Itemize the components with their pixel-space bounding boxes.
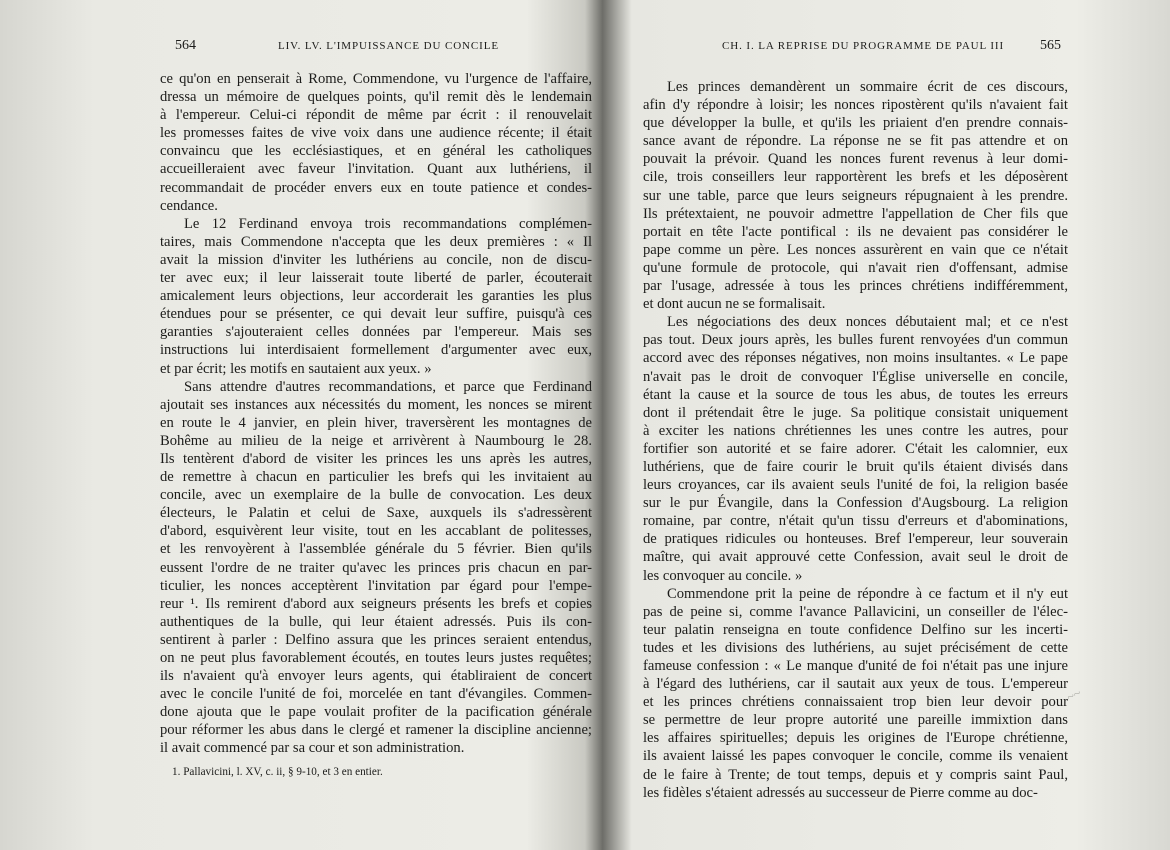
text-line: n'avait pas le droit de convoquer l'Église universelle en concile, <box>643 368 1068 385</box>
text-line: recommandait de procéder envers eux en toute patience et condes- <box>160 179 592 196</box>
text-line: Bohême au milieu de la neige et arrivèrent à Naumbourg le 28. <box>160 432 592 449</box>
text-line: cile, trois conseillers leur rapportèrent les brefs et les déposèrent <box>643 169 1068 186</box>
text-line: pouvait la prévoir. Quand les nonces furent revenus à leur domi- <box>643 151 1068 168</box>
text-line: accord avec des réponses négatives, non moins insultantes. « Le pape <box>643 350 1068 367</box>
text-line: fortifier son autorité et se faire adorer. C'était les calomnier, eux <box>643 440 1068 457</box>
text-line: ticulier, les nonces acceptèrent l'invitation par égard pour l'empe- <box>160 577 592 594</box>
text-line: leurs croyances, car ils avaient seuls l'unité de foi, la religion basée <box>643 477 1068 494</box>
text-line: ter avec eux; il leur laisserait toute liberté de parler, écouterait <box>160 270 592 287</box>
text-line: de remettre à chacun en particulier les brefs qui les invitaient au <box>160 469 592 486</box>
text-line: ajoutait ses instances aux nécessités du moment, les nonces se mirent <box>160 396 592 413</box>
text-line: teur palatin renseigna en toute confidence Delfino sur les incerti- <box>643 621 1068 638</box>
text-line: dont il prétendait être le juge. Sa politique consistait uniquement <box>643 404 1068 421</box>
left-page-body <box>160 70 592 758</box>
text-line: ils avaient laissé les papes convoquer le concile, comme ils venaient <box>643 748 1068 765</box>
text-line: cendance. <box>160 197 218 214</box>
text-line: portait en tête l'acte pontifical : ils ne devaient pas considérer le <box>643 223 1068 240</box>
text-line: avait la mission d'inviter les luthériens au concile, non de discu- <box>160 251 592 268</box>
text-line: ce qu'on en penserait à Rome, Commendone, vu l'urgence de l'affaire, <box>160 71 592 87</box>
text-line: avec le concile l'unité de foi, morcelée en tant d'évangiles. Commen- <box>160 686 592 703</box>
text-line: de le faire à Trente; de tout temps, depuis et y compris saint Paul, <box>643 766 1068 783</box>
text-line: sentirent à parler : Delfino assura que les princes seraient entendus, <box>160 631 592 648</box>
text-line: se permettre de leur propre autorité une pareille immixtion dans <box>643 712 1068 729</box>
text-line: done ajouta que le pape voulait profiter de la pacification générale <box>160 704 592 721</box>
right-page <box>612 0 1170 850</box>
page-number-right: 565 <box>1040 38 1061 53</box>
running-head-right: CH. I. LA REPRISE DU PROGRAMME DE PAUL III <box>722 40 1005 52</box>
text-line: de pratiques ridicules ou honteuses. Bref l'empereur, leur souverain <box>643 531 1068 548</box>
text-line: étendues pour se présenter, ce qui devait leur suffire, puisqu'à ces <box>160 306 592 323</box>
text-line: à l'égard des luthériens, car il sautait aux yeux de tous. L'empereur <box>643 676 1068 693</box>
text-line: et dont aucun ne se formalisait. <box>643 296 826 313</box>
text-line: concile, avec un exemplaire de la bulle de convocation. Les deux <box>160 487 592 504</box>
text-line: Le 12 Ferdinand envoya trois recommandations complémen- <box>184 215 592 232</box>
text-line: authentiques de la bulle, qui leur étaient adressés. Puis ils con- <box>160 613 592 630</box>
text-line: les promesses faites de vive voix dans une audience récente; il était <box>160 125 592 142</box>
text-line: Sans attendre d'autres recommandations, et parce que Ferdinand <box>184 378 592 395</box>
text-line: Ils tentèrent d'abord de visiter les princes les uns après les autres, <box>160 450 592 467</box>
text-line: électeurs, le Palatin et celui de Saxe, auxquels ils s'adressèrent <box>160 505 592 522</box>
text-line: accueilleraient avec faveur l'invitation. Quant aux luthériens, il <box>160 161 592 178</box>
text-line: il avait commencé par sa cour et son administration. <box>160 740 465 757</box>
text-line: sance avant de répondre. La réponse ne se fit pas attendre et on <box>643 133 1068 150</box>
text-line: d'abord, esquivèrent leur visite, tout en les accablant de politesses, <box>160 523 592 540</box>
text-line: pour réformer les abus dans le clergé et ramener la discipline ancienne; <box>160 722 592 739</box>
text-line: pape comme un père. Les nonces assurèrent en vain que ce n'était <box>643 241 1068 258</box>
text-line: pas de peine si, comme l'avance Pallavicini, un conseiller de l'élec- <box>643 603 1068 620</box>
right-page-body <box>643 78 1068 802</box>
page-number-left: 564 <box>175 38 196 53</box>
text-line: sur le pur Évangile, dans la Confession d'Augsbourg. La religion <box>643 495 1068 512</box>
text-line: les affaires spirituelles; depuis les origines de l'Europe chrétienne, <box>643 730 1068 747</box>
text-line: garanties s'ajouteraient celles données par l'empereur. Mais ses <box>160 324 592 341</box>
text-line: à l'empereur. Celui-ci répondit de même par écrit : il renouvelait <box>160 107 592 124</box>
text-line: tudes et les divisions des luthériens, au sujet précisément de cette <box>643 639 1068 656</box>
text-line: reur ¹. Ils remirent d'abord aux seigneurs présents les brefs et copies <box>160 595 592 612</box>
text-line: romaine, par contre, n'était qu'un tissu d'erreurs et d'abominations, <box>643 513 1068 530</box>
text-line: luthériens, que de faire courir le bruit qu'ils étaient divisés dans <box>643 458 1068 475</box>
text-line: fameuse confession : « Le manque d'unité de foi n'était pas une injure <box>643 658 1068 674</box>
text-line: sur une table, parce que leurs seigneurs répugnaient à les prendre. <box>643 187 1068 204</box>
text-line: Les princes demandèrent un sommaire écrit de ces discours, <box>667 79 1068 95</box>
text-line: maître, qui avait approuvé cette Confession, avait seul le droit de <box>643 549 1068 566</box>
running-head-left: LIV. LV. L'IMPUISSANCE DU CONCILE <box>278 40 499 52</box>
text-line: pas tout. Deux jours après, les bulles furent renvoyées d'un commun <box>643 332 1068 349</box>
text-line: et les princes chrétiens connaissaient trop bien leur devoir pour <box>643 694 1068 711</box>
text-line: Les négociations des deux nonces débutaient mal; et ce n'est <box>667 314 1068 331</box>
text-line: par l'usage, adressée à tous les princes chrétiens indifféremment, <box>643 278 1068 295</box>
text-line: et les renvoyèrent à l'assemblée générale du 5 février. Bien qu'ils <box>160 541 592 558</box>
text-line: amicalement leurs objections, leur accorderait les garanties les plus <box>160 288 592 305</box>
text-line: ils n'avaient qu'à envoyer leurs agents, qui établiraient de concert <box>160 668 592 685</box>
text-line: afin d'y répondre à loisir; les nonces ripostèrent qu'ils n'avaient fait <box>643 97 1068 114</box>
text-line: Ils prétextaient, ne pouvoir admettre l'appellation de Cher fils que <box>643 205 1068 222</box>
text-line: à exciter les nations chrétiennes les unes contre les autres, pour <box>643 422 1068 439</box>
text-line: instructions lui interdisaient formellement d'argumenter avec eux, <box>160 342 592 359</box>
pencil-mark: ~~ <box>1064 685 1084 705</box>
text-line: eussent l'ordre de ne traiter qu'avec les princes pris chacun en par- <box>160 559 592 576</box>
text-line: étant la cause et la source de tous les abus, de toutes les erreurs <box>643 386 1068 403</box>
text-line: que développer la bulle, et qu'ils les priaient d'en prendre connais- <box>643 115 1068 132</box>
text-line: les convoquer au concile. » <box>643 567 803 584</box>
text-line: dressa un mémoire de quelques points, qu'il remit dès le lendemain <box>160 89 592 106</box>
text-line: taires, mais Commendone n'accepta que les deux premières : « Il <box>160 233 592 250</box>
text-line: qu'une formule de protocole, qui n'avait rien d'offensant, admise <box>643 259 1068 276</box>
text-line: en route le 4 janvier, en plein hiver, traversèrent les montagnes de <box>160 414 592 431</box>
footnote: 1. Pallavicini, l. XV, c. ii, § 9-10, et 3 en entier. <box>172 766 383 778</box>
text-line: on ne peut plus favorablement écoutés, en toutes leurs justes requêtes; <box>160 650 592 666</box>
text-line: les fidèles s'étaient adressés au successeur de Pierre comme au doc- <box>643 784 1038 801</box>
text-line: Commendone prit la peine de répondre à ce factum et il n'y eut <box>667 585 1068 602</box>
text-line: et par écrit; les motifs en sautaient aux yeux. » <box>160 360 432 377</box>
text-line: convaincu que les ecclésiastiques, et en général les catholiques <box>160 143 592 160</box>
